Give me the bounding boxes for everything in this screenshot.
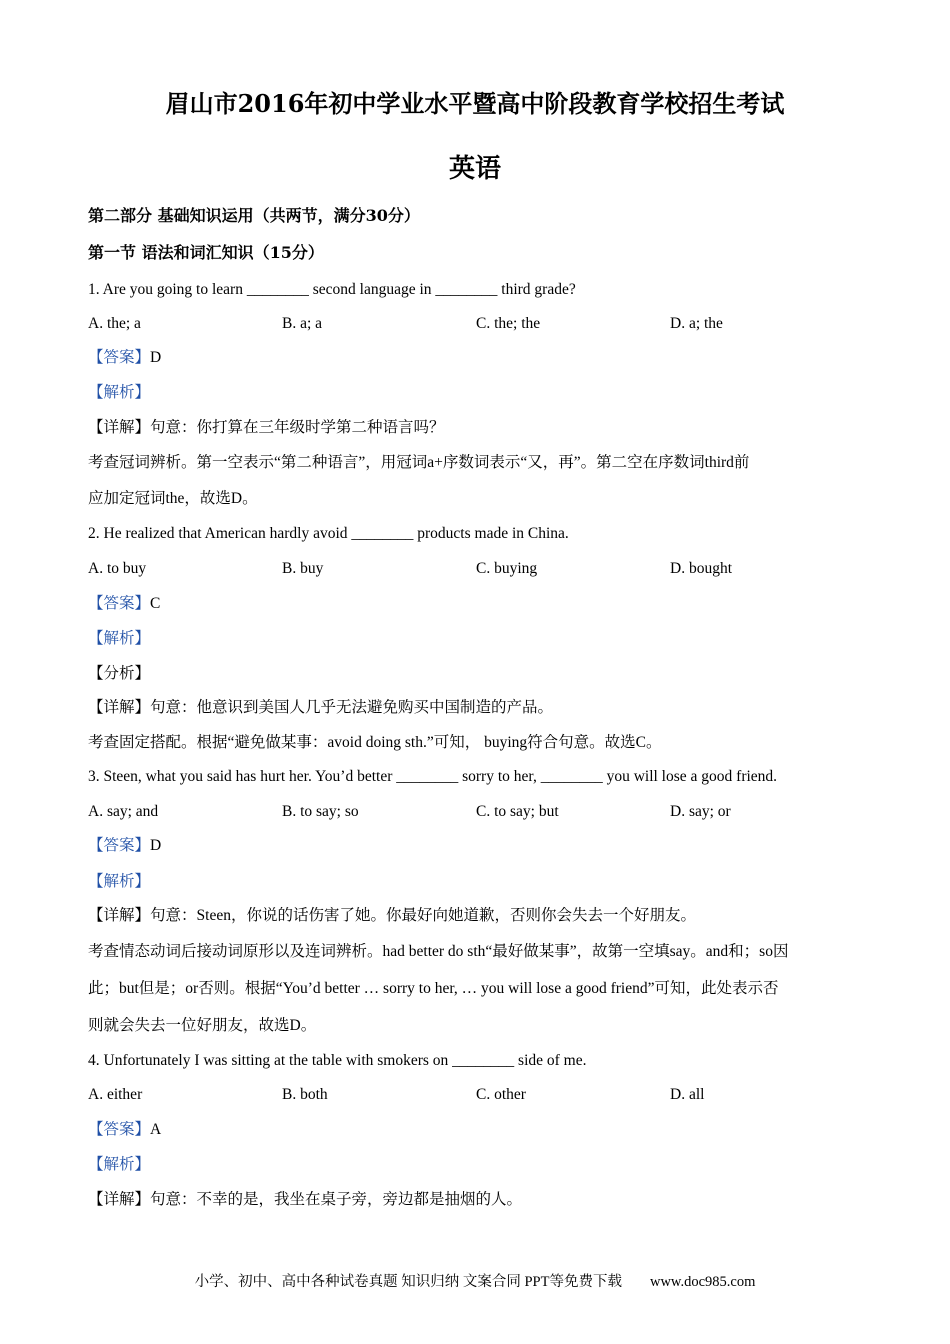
option-c: C. other [476, 1086, 526, 1103]
subject-title: 英语 [448, 154, 501, 184]
answer-value: D [150, 349, 162, 366]
answer-line [88, 594, 870, 614]
answer-value: A [150, 1121, 162, 1138]
section-heading: 第一节 语法和词汇知识（15分） [88, 243, 324, 262]
answer-value: D [150, 837, 162, 854]
detail-line [88, 1190, 870, 1210]
detail-text: 句意：他意识到美国人几乎无法避免购买中国制造的产品。 [150, 699, 554, 716]
detail-text: 句意：你打算在三年级时学第二种语言吗？ [150, 419, 445, 436]
option-c: C. buying [476, 560, 538, 577]
answer-label: 【答案】 [88, 595, 151, 612]
analysis-line [88, 629, 870, 649]
detail-label: 【详解】 [88, 907, 151, 924]
detail-label: 【详解】 [88, 419, 151, 436]
question-stem: 2. He realized that American hardly avoid ________ products made in China. [88, 525, 569, 542]
answer-value: C [150, 595, 161, 612]
option-d: D. bought [670, 560, 732, 577]
detail-text: 句意：不幸的是，我坐在桌子旁，旁边都是抽烟的人。 [150, 1191, 523, 1208]
analysis-line [88, 383, 870, 403]
option-a: A. either [88, 1086, 143, 1103]
option-b: B. both [282, 1086, 328, 1103]
fenxi-label: 【分析】 [88, 665, 151, 682]
option-b: B. a; a [282, 315, 323, 332]
explanation-text: 考查冠词辨析。第一空表示“第二种语言”，用冠词a+序数词表示“又，再”。第二空在序数词third前 [88, 454, 750, 471]
option-a: A. the; a [88, 315, 141, 332]
footer-url[interactable]: www.doc985.com [649, 1274, 756, 1290]
answer-label: 【答案】 [88, 837, 151, 854]
detail-line [88, 418, 870, 438]
question-stem: 4. Unfortunately I was sitting at the table with smokers on ________ side of me. [88, 1052, 587, 1069]
question-stem: 3. Steen, what you said has hurt her. You’d better ________ sorry to her, ________ you will lose a good friend. [88, 768, 778, 785]
explanation-text: 考查固定搭配。根据“避免做某事：avoid doing sth.”可知， buying符合句意。故选C。 [88, 734, 662, 751]
analysis-line [88, 872, 870, 892]
explanation-text: 此；but但是；or否则。根据“You’d better … sorry to her, … you will lose a good friend”可知，此处表示否 [88, 980, 779, 997]
analysis-label: 【解析】 [88, 630, 151, 647]
detail-text: 句意：Steen，你说的话伤害了她。你最好向她道歉，否则你会失去一个好朋友。 [150, 907, 696, 924]
answer-line [88, 348, 870, 368]
option-c: C. to say; but [476, 803, 559, 820]
explanation-text: 则就会失去一位好朋友，故选D。 [88, 1017, 317, 1034]
answer-line [88, 836, 870, 856]
detail-line [88, 906, 870, 926]
analysis-label: 【解析】 [88, 384, 151, 401]
detail-label: 【详解】 [88, 699, 151, 716]
analysis-line [88, 1155, 870, 1175]
detail-line [88, 698, 870, 718]
explanation-text: 考查情态动词后接动词原形以及连词辨析。had better do sth“最好做某事”，故第一空填say。and和；so因 [88, 943, 789, 960]
analysis-label: 【解析】 [88, 873, 151, 890]
answer-line [88, 1120, 870, 1140]
option-b: B. buy [282, 560, 324, 577]
detail-label: 【详解】 [88, 1191, 151, 1208]
option-d: D. say; or [670, 803, 731, 820]
option-d: D. all [670, 1086, 705, 1103]
fenxi-line [88, 664, 870, 684]
option-d: D. a; the [670, 315, 723, 332]
answer-label: 【答案】 [88, 349, 151, 366]
footer-text: 小学、初中、高中各种试卷真题 知识归纳 文案合同 PPT等免费下载 [194, 1274, 622, 1290]
part-heading: 第二部分 基础知识运用（共两节，满分30分） [88, 206, 420, 225]
analysis-label: 【解析】 [88, 1156, 151, 1173]
question-stem: 1. Are you going to learn ________ second language in ________ third grade? [88, 281, 576, 298]
page-footer [0, 1270, 950, 1291]
explanation-text: 应加定冠词the，故选D。 [88, 490, 258, 507]
option-a: A. say; and [88, 803, 159, 820]
option-a: A. to buy [88, 560, 147, 577]
answer-label: 【答案】 [88, 1121, 151, 1138]
page-title: 眉山市2016年初中学业水平暨高中阶段教育学校招生考试 [165, 89, 785, 118]
option-c: C. the; the [476, 315, 541, 332]
option-b: B. to say; so [282, 803, 359, 820]
